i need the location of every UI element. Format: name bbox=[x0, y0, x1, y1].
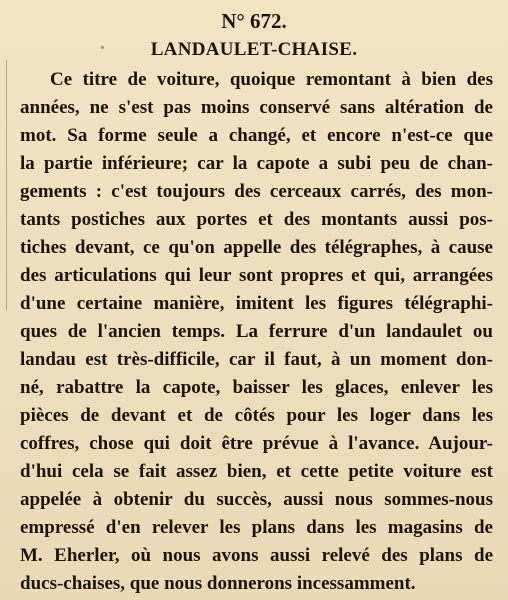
text-line: tants postiches aux portes et des montants aussi pos- bbox=[20, 209, 493, 230]
text-line: empressé d'en relever les plans dans les magasins de bbox=[20, 517, 493, 538]
text-line: landau est très-difficile, car il faut, à un moment don- bbox=[20, 349, 493, 370]
text-line: mot. Sa forme seule a changé, et encore n'est-ce que bbox=[20, 125, 493, 146]
text-line: appelée à obtenir du succès, aussi nous sommes-nous bbox=[20, 489, 493, 510]
text-line: coffres, chose qui doit être prévue à l'avance. Aujour- bbox=[20, 433, 493, 454]
text-line: d'hui cela se fait assez bien, et cette petite voiture est bbox=[20, 461, 493, 482]
article-number: N° 672. bbox=[221, 9, 287, 33]
text-line: Ce titre de voiture, quoique remontant à bien des bbox=[50, 69, 493, 90]
text-line: années, ne s'est pas moins conservé sans altération de bbox=[20, 97, 493, 118]
text-line: des articulations qui leur sont propres et qui, arrangées bbox=[20, 265, 493, 286]
text-line: M. Eherler, où nous avons aussi relevé des plans de bbox=[20, 545, 493, 566]
text-line: d'une certaine manière, imitent les figures télégraphi- bbox=[20, 293, 493, 314]
article-title: LANDAULET-CHAISE. bbox=[150, 39, 358, 60]
text-line: la partie inférieure; car la capote a subi peu de chan- bbox=[20, 153, 493, 174]
article-body bbox=[20, 66, 493, 598]
text-line: né, rabattre la capote, baisser les glaces, enlever les bbox=[20, 377, 493, 398]
margin-rule bbox=[6, 60, 7, 310]
text-line: ques de l'ancien temps. La ferrure d'un landaulet ou bbox=[20, 321, 493, 342]
text-line: ducs-chaises, que nous donnerons incessamment. bbox=[20, 573, 416, 594]
text-line: tiches devant, ce qu'on appelle des télégraphes, à cause bbox=[20, 237, 493, 258]
text-line: gements : c'est toujours des cerceaux carrés, des mon- bbox=[20, 181, 493, 202]
text-line: pièces de devant et de côtés pour les loger dans les bbox=[20, 405, 493, 426]
